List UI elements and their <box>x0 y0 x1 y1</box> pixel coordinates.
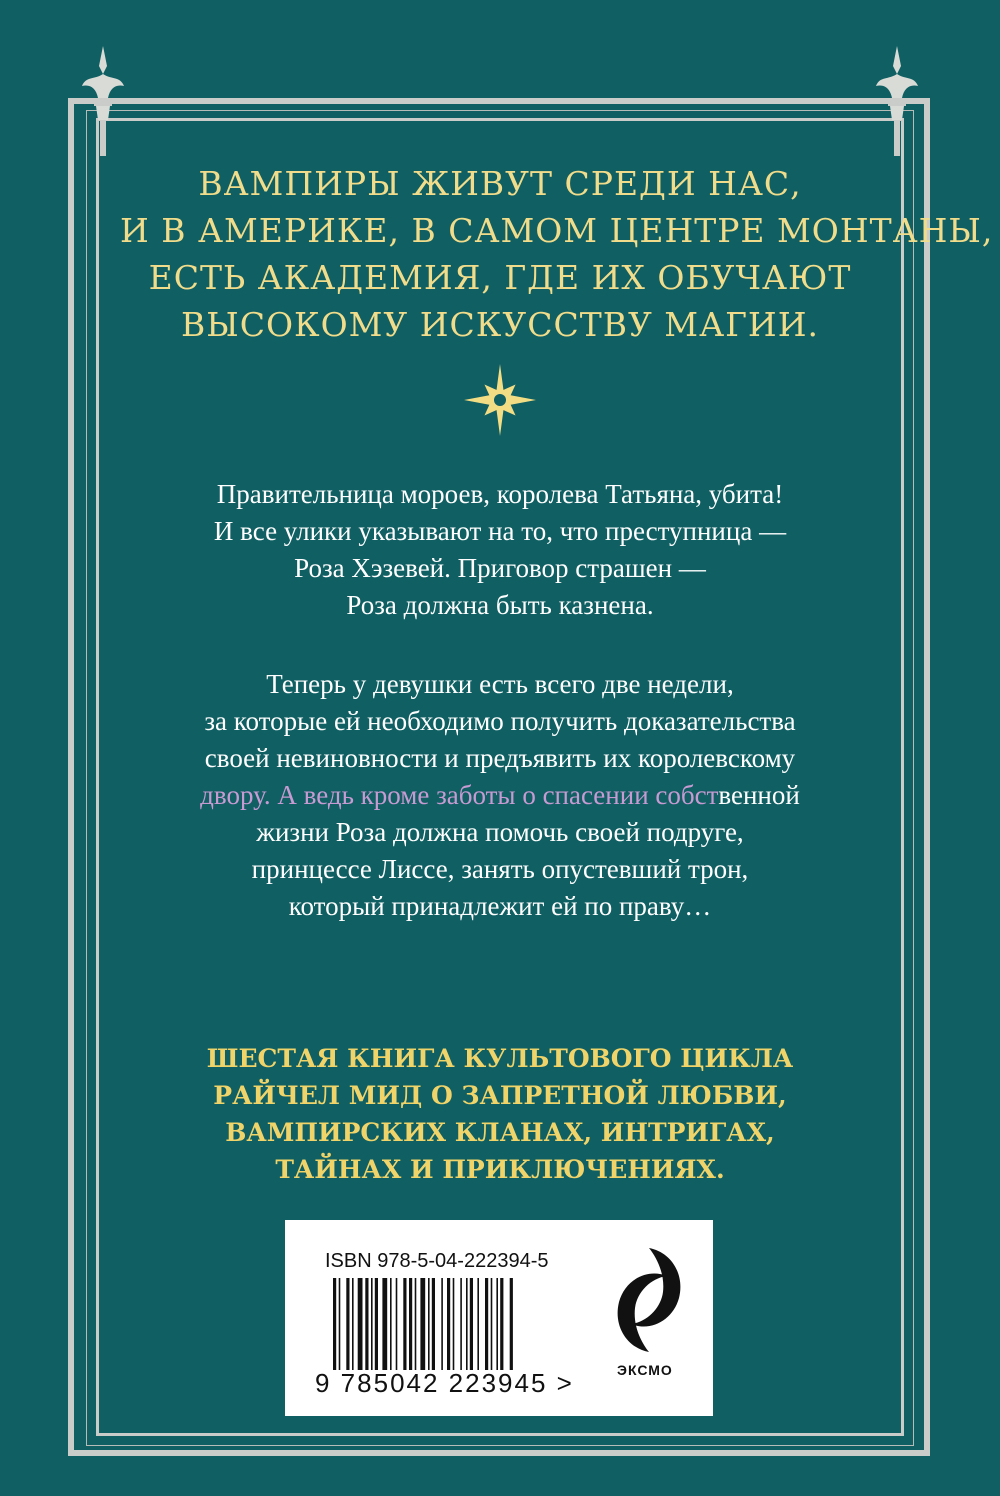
tagline-line: ТАЙНАХ И ПРИКЛЮЧЕНИЯХ. <box>275 1155 725 1184</box>
headline-line: ВАМПИРЫ ЖИВУТ СРЕДИ НАС, <box>198 164 802 203</box>
text-line: своей невиновности и предъявить их королевскому <box>204 743 796 773</box>
synopsis-paragraph-1 <box>120 476 880 624</box>
eksmo-logo-icon <box>609 1244 689 1356</box>
headline-line: И В АМЕРИКЕ, В САМОМ ЦЕНТРЕ МОНТАНЫ, <box>120 211 994 250</box>
tagline-line: РАЙЧЕЛ МИД О ЗАПРЕТНОЙ ЛЮБВИ, <box>213 1081 787 1110</box>
text-line: Роза должна быть казнена. <box>346 590 654 620</box>
headline-line: ЕСТЬ АКАДЕМИЯ, ГДЕ ИХ ОБУЧАЮТ <box>148 258 852 297</box>
series-tagline <box>120 1040 880 1188</box>
tagline-line: ВАМПИРСКИХ КЛАНАХ, ИНТРИГАХ, <box>225 1118 775 1147</box>
headline <box>120 160 994 348</box>
barcode-digits: 9 785042 223945 > <box>315 1368 574 1398</box>
publisher-name: ЭКСМО <box>617 1362 673 1378</box>
text-line: Теперь у девушки есть всего две недели, <box>266 669 734 699</box>
synopsis-paragraph-2 <box>120 666 880 925</box>
isbn-label: ISBN 978-5-04-222394-5 <box>325 1250 549 1272</box>
text-line <box>120 777 880 814</box>
fleur-finial-left-icon <box>72 46 134 156</box>
text-line: И все улики указывают на то, что преступница — <box>213 516 787 546</box>
tagline-line: ШЕСТАЯ КНИГА КУЛЬТОВОГО ЦИКЛА <box>206 1044 794 1073</box>
star-ornament-icon <box>464 364 536 436</box>
barcode-panel <box>285 1220 713 1416</box>
highlighted-text: двору. А ведь кроме заботы о спасении собст <box>200 780 719 810</box>
text-line: за которые ей необходимо получить доказательства <box>204 706 796 736</box>
text-line: Роза Хэзевей. Приговор страшен — <box>294 553 706 583</box>
text-line: жизни Роза должна помочь своей подруге, <box>256 817 744 847</box>
headline-line: ВЫСОКОМУ ИСКУССТВУ МАГИИ. <box>181 305 819 344</box>
text-line: который принадлежит ей по праву… <box>288 891 712 921</box>
barcode-bars-icon <box>333 1278 563 1370</box>
text-fragment: венной <box>718 780 800 810</box>
text-line: Правительница мороев, королева Татьяна, убита! <box>216 479 784 509</box>
fleur-finial-right-icon <box>866 46 928 156</box>
text-line: принцессе Лиссе, занять опустевший трон, <box>251 854 749 884</box>
